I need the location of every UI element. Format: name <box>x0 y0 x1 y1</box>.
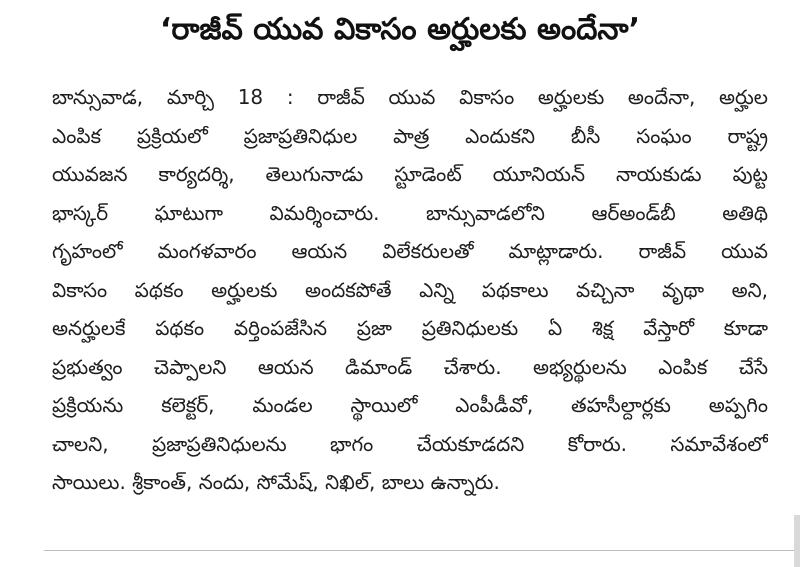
article-line: భాస్కర్ ఘాటుగా విమర్శించారు. బాన్సువాడలోని ఆర్‌అండ్‌బీ అతిథి <box>52 200 768 225</box>
article-line: గృహంలో మంగళవారం ఆయన విలేకరులతో మాట్లాడారు. రాజీవ్ యువ <box>52 239 768 263</box>
article-line: ఎంపిక ప్రక్రియలో ప్రజాప్రతినిధుల పాత్ర ఎందుకని బీసీ సంఘం రాష్ట్ర <box>52 123 768 148</box>
article-line: ప్రభుత్వం చెప్పాలని ఆయన డిమాండ్ చేశారు. అభ్యర్థులను ఎంపిక చేసే <box>52 354 768 379</box>
article-line: వికాసం పథకం అర్హులకు అందకపోతే ఎన్ని పథకాలు వచ్చినా వృథా అని, <box>52 277 768 302</box>
article-line: చాలని, ప్రజాప్రతినిధులను భాగం చేయకూడదని కోరారు. సమావేశంలో <box>52 431 768 456</box>
page-edge-shadow <box>794 515 800 567</box>
article-line: సాయిలు. శ్రీకాంత్, నందు, సోమేష్, నిఖిల్, బాలు ఉన్నారు. <box>52 470 500 494</box>
article-line: అనర్హులకే పథకం వర్తింపజేసిన ప్రజా ప్రతినిధులకు ఏ శిక్ష వేస్తారో కూడా <box>52 316 768 340</box>
article-line: బాన్సువాడ, మార్చి 18 : రాజీవ్ యువ వికాసం అర్హులకు అందేనా, అర్హుల <box>52 85 768 109</box>
article-line: యువజన కార్యదర్శి, తెలుగునాడు స్టూడెంట్ యూనియన్ నాయకుడు పుట్ట <box>52 162 768 186</box>
article-headline: ‘రాజీవ్ యువ వికాసం అర్హులకు అందేనా’ <box>160 12 640 47</box>
article-line: ప్రక్రియను కలెక్టర్, మండల స్థాయిలో ఎంపీడీవో, తహసీల్దార్లకు అప్పగిం <box>52 393 768 417</box>
article-body <box>52 78 768 502</box>
bottom-divider <box>44 550 800 551</box>
